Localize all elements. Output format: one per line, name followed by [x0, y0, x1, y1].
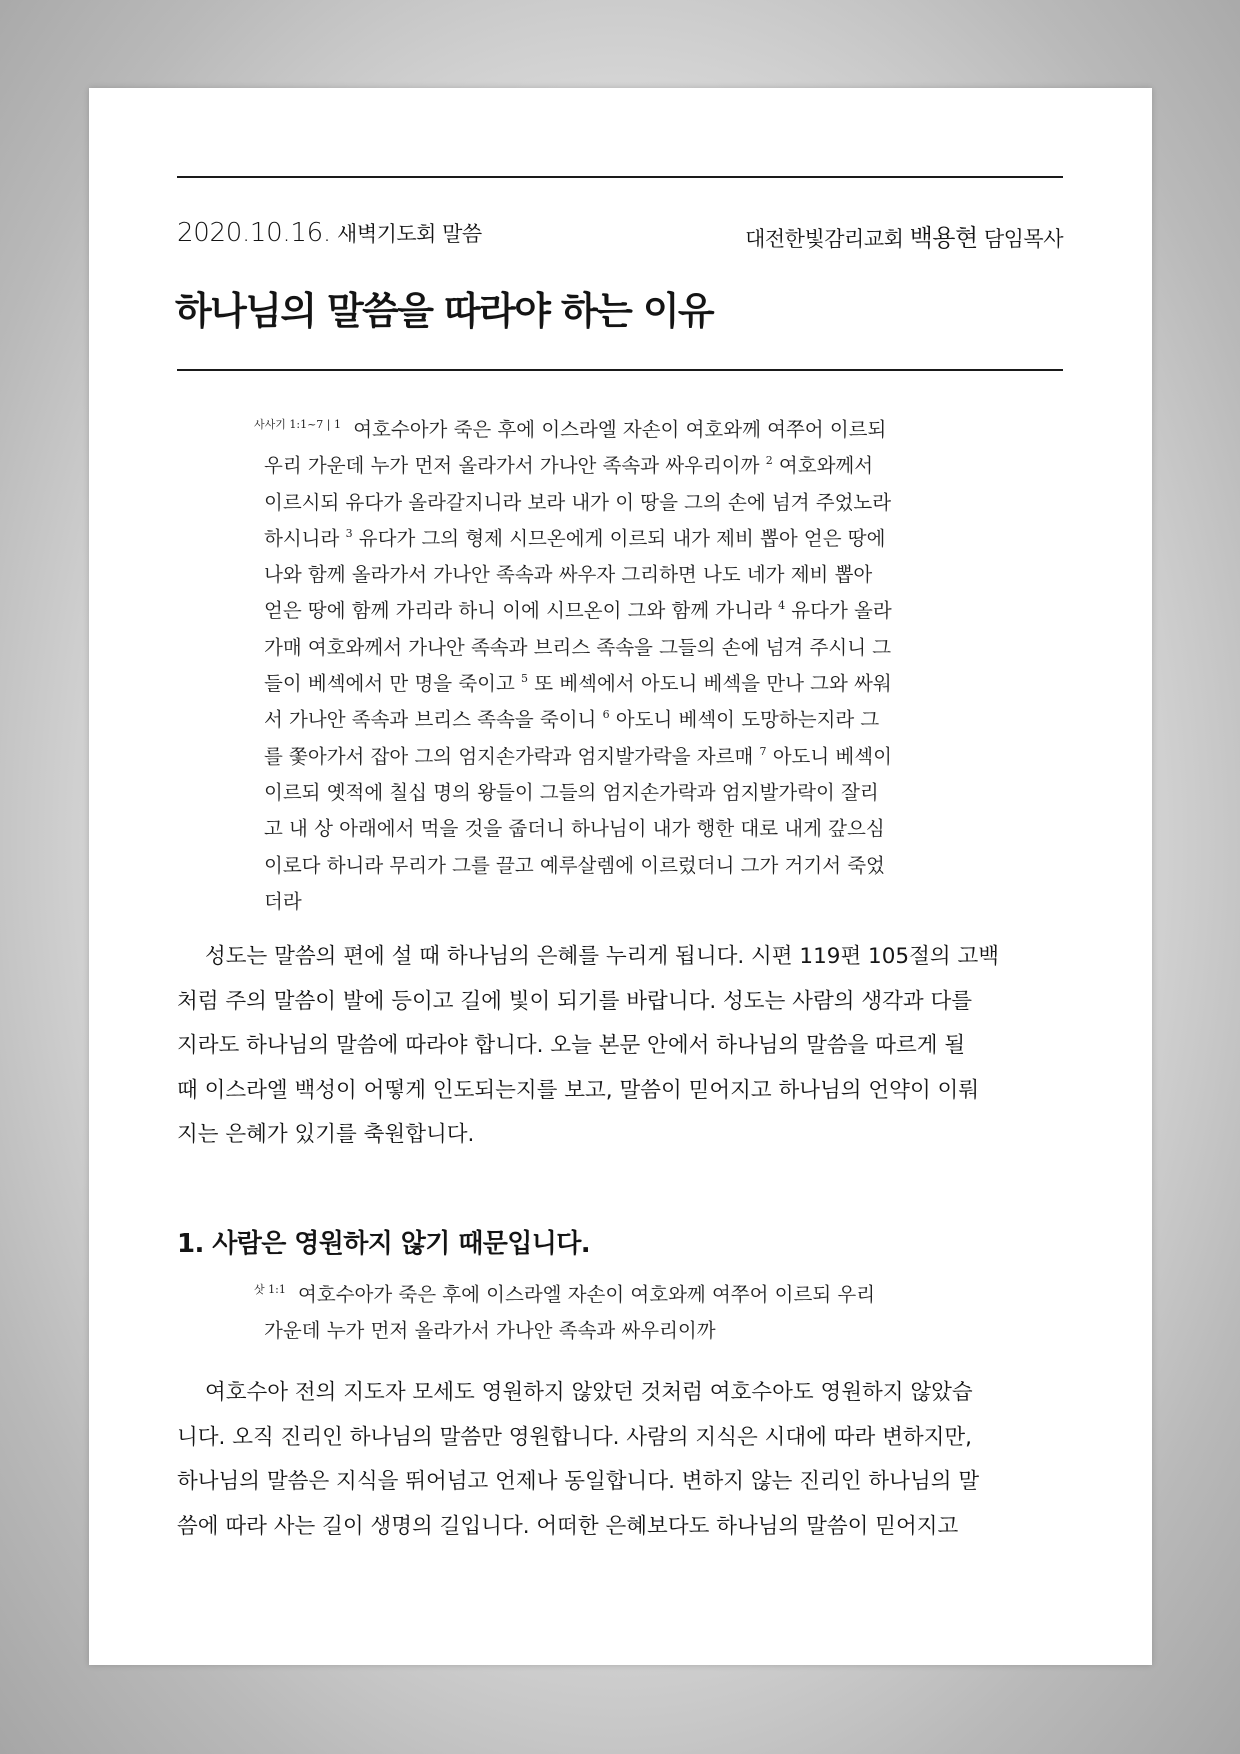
paragraph-line: 처럼 주의 말씀이 발에 등이고 길에 빛이 되기를 바랍니다. 성도는 사람의 생각과 다를: [177, 988, 972, 1014]
scripture-line: 우리 가운데 누가 먼저 올라가서 가나안 족속과 싸우리이까 $^2$ 여호와께서: [264, 454, 874, 478]
scripture-line: 더라: [264, 889, 302, 913]
scripture-line: 이르시되 유다가 올라갈지니라 보라 내가 이 땅을 그의 손에 넘겨 주었노라: [264, 490, 892, 514]
scripture-line: $^{삿 1:1}$ 여호수아가 죽은 후에 이스라엘 자손이 여호와께 여쭈어 이르되 우리: [254, 1283, 876, 1306]
sermon-title: 하나님의 말씀을 따라야 하는 이유: [175, 289, 714, 333]
verse-number: 3: [345, 526, 353, 540]
scripture-line: 하시니라 $^3$ 유다가 그의 형제 시므온에게 이르되 내가 제비 뽑아 얻은 땅에: [264, 526, 886, 550]
paragraph-line: 하나님의 말씀은 지식을 뛰어넘고 언제나 동일합니다. 변하지 않는 진리인 하나님의 말: [177, 1469, 980, 1494]
title-rule: [177, 369, 1063, 371]
verse-number: 4: [778, 599, 786, 613]
body-paragraph: [177, 1371, 1063, 1549]
document-page: [89, 88, 1152, 1665]
scripture-line: 이르되 옛적에 칠십 명의 왕들이 그들의 엄지손가락과 엄지발가락이 잘리: [264, 780, 879, 804]
scripture-line: 가매 여호와께서 가나안 족속과 브리스 족속을 그들의 손에 넘겨 주시니 그: [264, 635, 892, 659]
scripture-line: 고 내 상 아래에서 먹을 것을 줍더니 하나님이 내가 행한 대로 내게 갚으심: [264, 817, 885, 841]
scripture-line: 서 가나안 족속과 브리스 족속을 죽이니 $^6$ 아도니 베섹이 도망하는지라 그: [264, 708, 880, 732]
pastor-title: 담임목사: [983, 227, 1063, 251]
sermon-meta: [177, 218, 1063, 252]
verse-number: 7: [759, 744, 767, 758]
sermon-date: 2020.10.16.: [177, 218, 331, 248]
top-rule: [177, 176, 1063, 178]
body-paragraph: [177, 935, 1063, 1158]
sermon-event: 새벽기도회 말씀: [337, 222, 482, 246]
pastor-name: 백용현: [909, 224, 978, 252]
scripture-passage: [254, 1277, 974, 1350]
scripture-reference: 사사기 1:1~7 | 1: [254, 418, 341, 431]
verse-number: 2: [765, 454, 773, 468]
scripture-line: 를 쫓아가서 잡아 그의 엄지손가락과 엄지발가락을 자르매 $^7$ 아도니 베섹이: [264, 744, 892, 768]
scripture-line: 가운데 누가 먼저 올라가서 가나안 족속과 싸우리이까: [264, 1319, 716, 1343]
church-name: 대전한빛감리교회: [745, 227, 904, 251]
sermon-date-event: [177, 218, 482, 248]
scripture-line: 나와 함께 올라가서 가나안 족속과 싸우자 그리하면 나도 네가 제비 뽑아: [264, 563, 873, 587]
paragraph-line: 성도는 말씀의 편에 설 때 하나님의 은혜를 누리게 됩니다. 시편 119편 105절의 고백: [205, 944, 999, 969]
scripture-reference: 삿 1:1: [254, 1283, 286, 1296]
paragraph-line: 지라도 하나님의 말씀에 따라야 합니다. 오늘 본문 안에서 하나님의 말씀을 따르게 될: [177, 1033, 966, 1058]
verse-number: 6: [602, 708, 610, 722]
paragraph-line: 때 이스라엘 백성이 어떻게 인도되는지를 보고, 말씀이 믿어지고 하나님의 언약이 이뤄: [177, 1077, 980, 1103]
scripture-line: 들이 베섹에서 만 명을 죽이고 $^5$ 또 베섹에서 아도니 베섹을 만나 그와 싸워: [264, 672, 892, 696]
scripture-passage: [254, 412, 974, 920]
paragraph-line: 씀에 따라 사는 길이 생명의 길입니다. 어떠한 은혜보다도 하나님의 말씀이 믿어지고: [177, 1513, 959, 1539]
verse-number: 5: [521, 672, 529, 686]
paragraph-line: 지는 은혜가 있기를 축원합니다.: [177, 1122, 475, 1147]
section-heading: 1. 사람은 영원하지 않기 때문입니다.: [177, 1229, 591, 1259]
scripture-line: $^{사사기 1:1\sim 7 | 1}$ 여호수아가 죽은 후에 이스라엘 자손이 여호와께 여쭈어 이르되: [254, 418, 887, 441]
paragraph-line: 여호수아 전의 지도자 모세도 영원하지 않았던 것처럼 여호수아도 영원하지 않았습: [205, 1380, 973, 1405]
scripture-line: 이로다 하니라 무리가 그를 끌고 예루살렘에 이르렀더니 그가 거기서 죽었: [264, 853, 885, 877]
sermon-author: [745, 218, 1063, 253]
scripture-line: 얻은 땅에 함께 가리라 하니 이에 시므온이 그와 함께 가니라 $^4$ 유다가 올라: [264, 599, 892, 623]
paragraph-line: 니다. 오직 진리인 하나님의 말씀만 영원합니다. 사람의 지식은 시대에 따라 변하지만,: [177, 1424, 972, 1450]
